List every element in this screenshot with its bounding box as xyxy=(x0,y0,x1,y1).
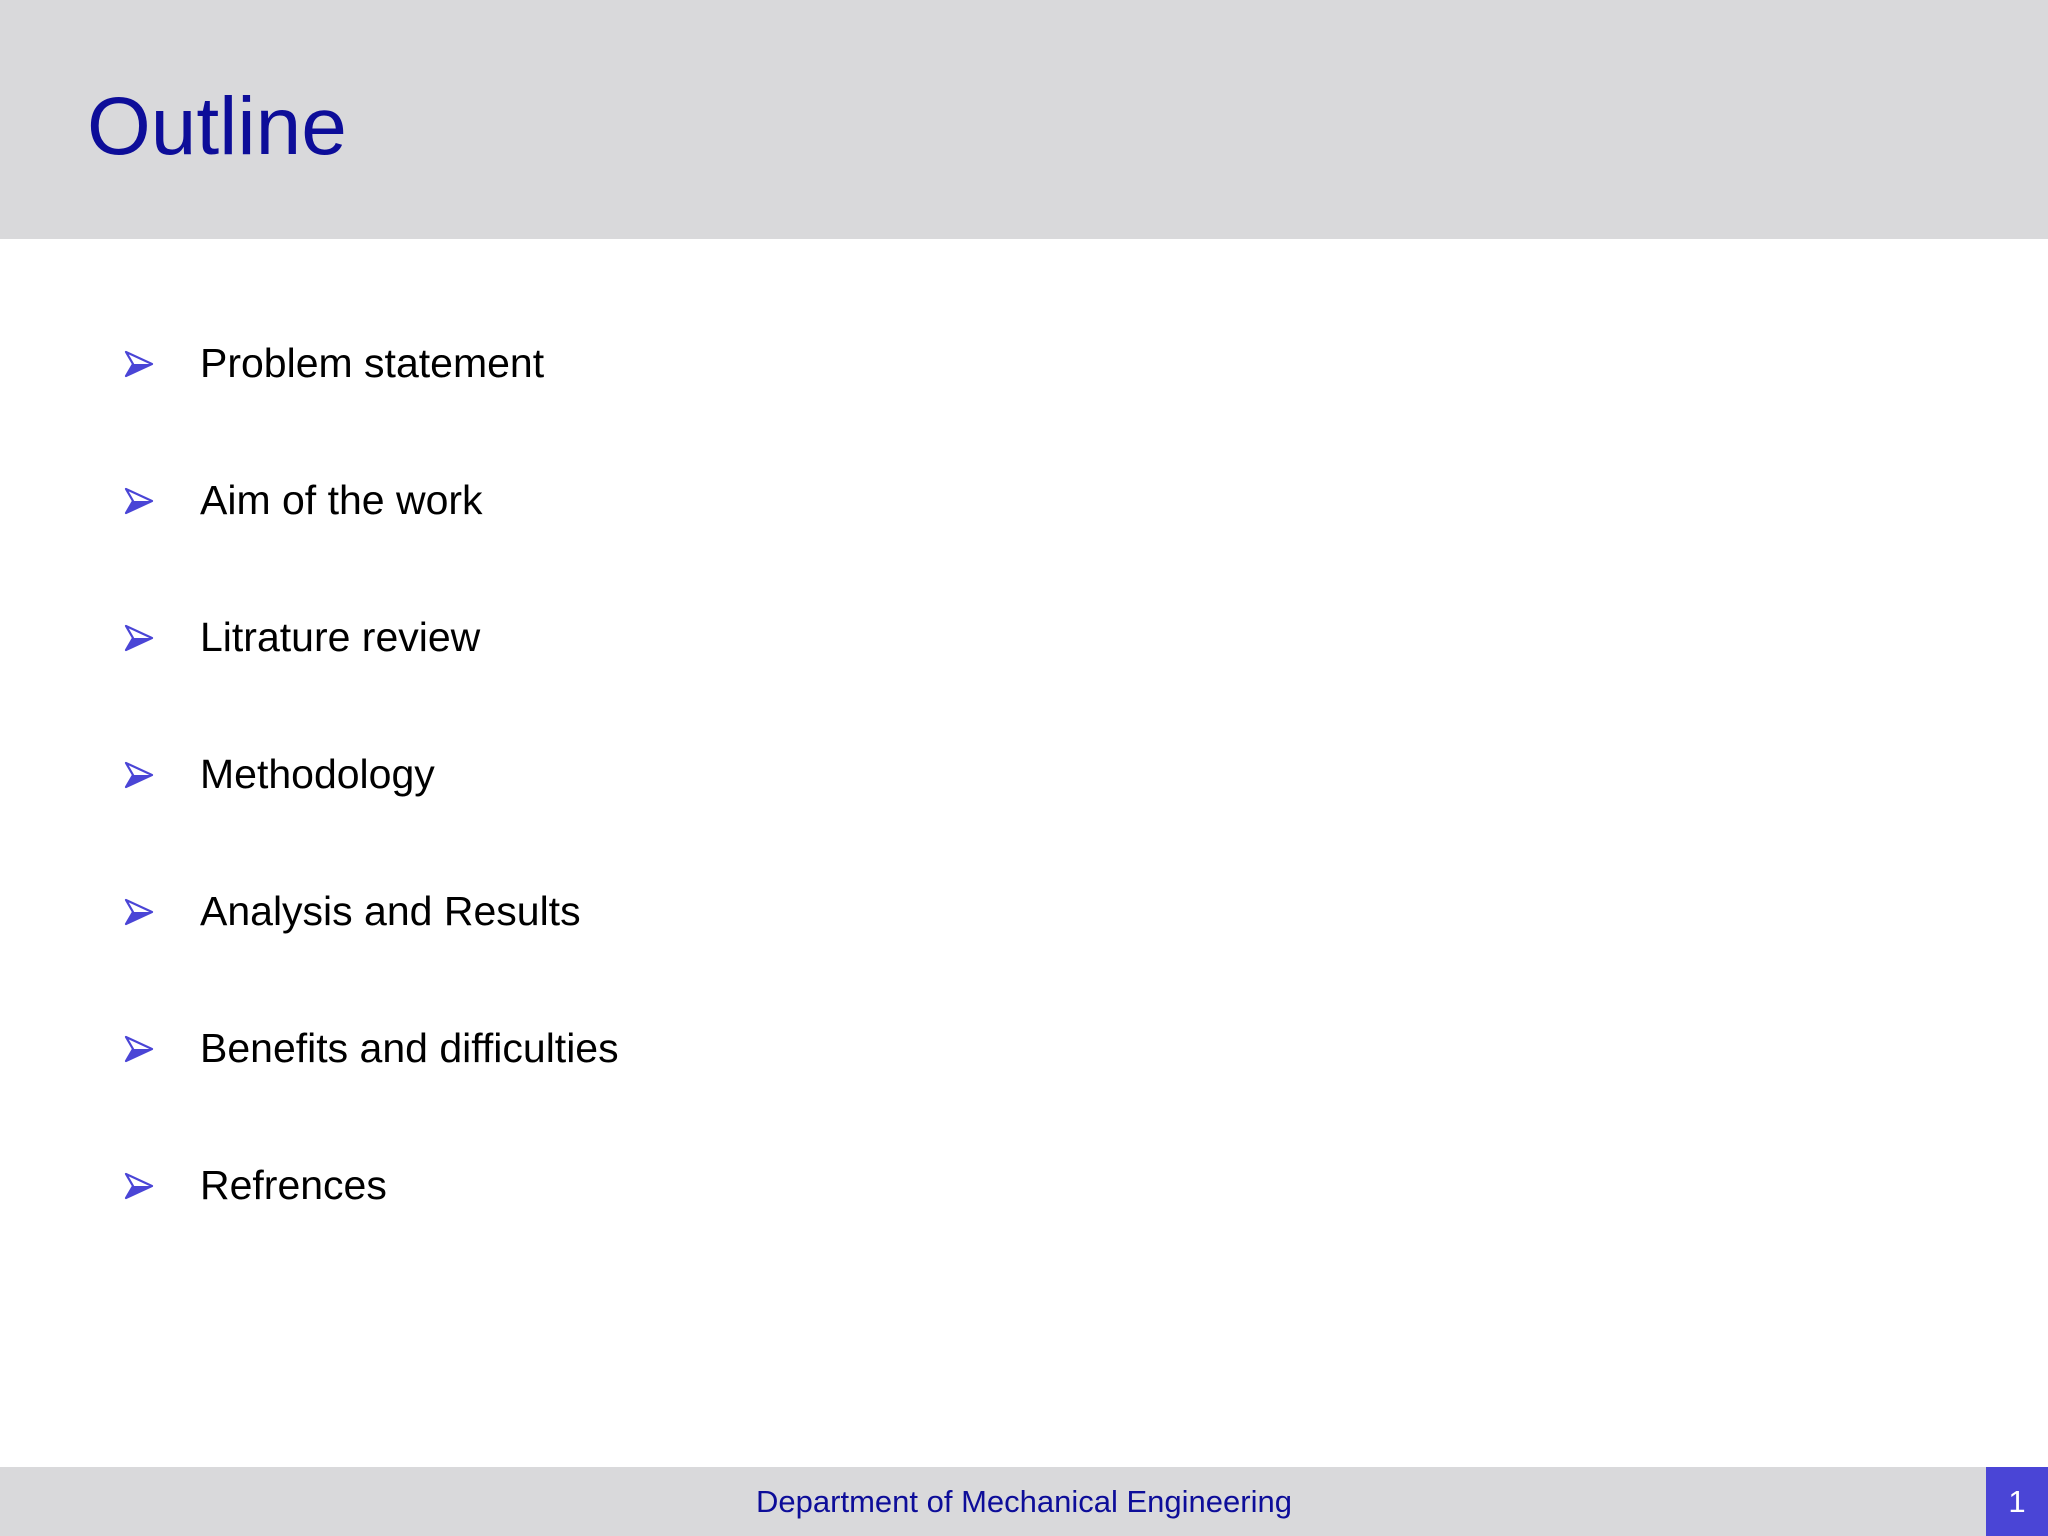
outline-item-label: Methodology xyxy=(200,751,435,797)
arrow-bullet-icon xyxy=(124,623,154,653)
arrow-bullet-icon xyxy=(124,760,154,790)
arrow-bullet-icon xyxy=(124,349,154,379)
slide-title: Outline xyxy=(87,81,347,172)
arrow-bullet-icon xyxy=(124,1034,154,1064)
outline-item-label: Benefits and difficulties xyxy=(200,1025,619,1071)
outline-item-problem-statement xyxy=(0,333,900,393)
outline-item-litrature-review xyxy=(0,607,900,667)
outline-item-aim-of-the-work xyxy=(0,470,900,530)
outline-item-label: Litrature review xyxy=(200,614,481,660)
footer-department: Department of Mechanical Engineering xyxy=(756,1484,1292,1519)
outline-item-label: Problem statement xyxy=(200,340,545,386)
outline-item-label: Aim of the work xyxy=(200,477,483,523)
outline-item-label: Analysis and Results xyxy=(200,888,581,934)
arrow-bullet-icon xyxy=(124,897,154,927)
arrow-bullet-icon xyxy=(124,486,154,516)
arrow-bullet-icon xyxy=(124,1171,154,1201)
outline-item-label: Refrences xyxy=(200,1162,387,1208)
outline-item-benefits-and-difficulties xyxy=(0,1018,900,1078)
outline-item-refrences xyxy=(0,1155,900,1215)
page-number: 1 xyxy=(2008,1484,2026,1519)
outline-item-methodology xyxy=(0,744,900,804)
outline-item-analysis-and-results xyxy=(0,881,900,941)
